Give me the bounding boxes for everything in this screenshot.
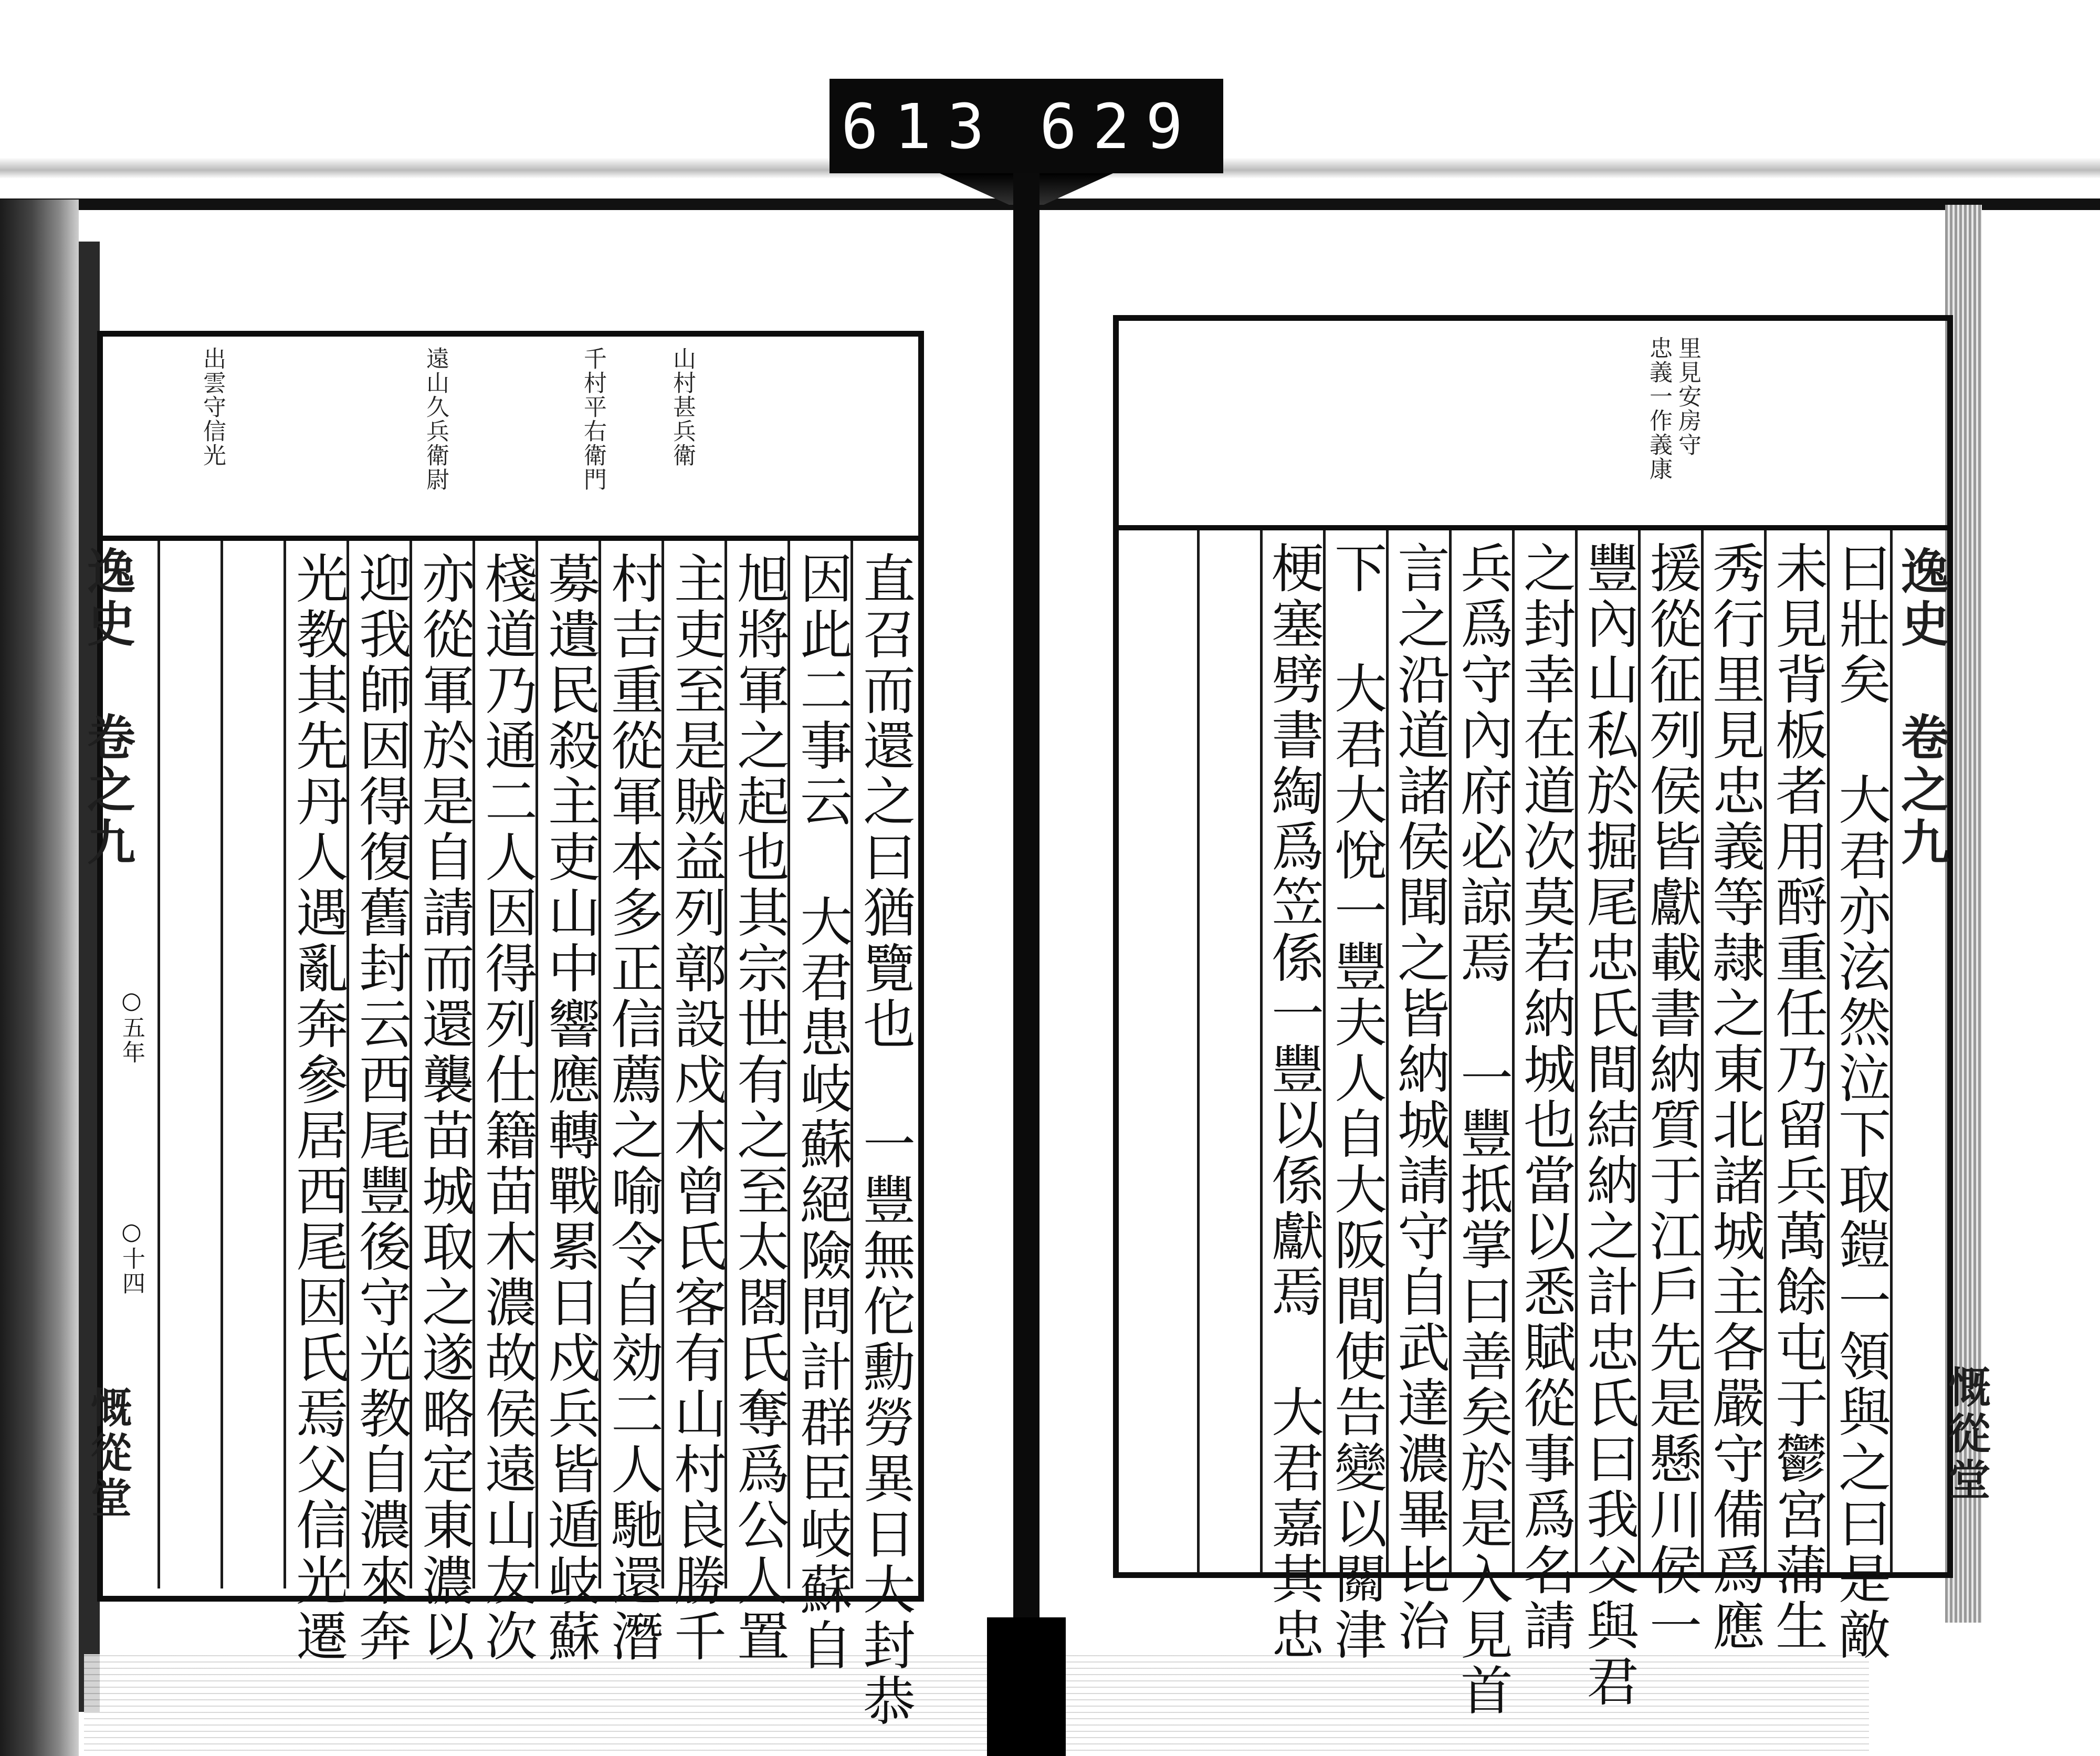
book-left-edge-shadow (0, 200, 79, 1756)
left-running-head: 逸史 卷之九 (79, 546, 136, 870)
right-headnote: 里見安房守 (1674, 336, 1701, 457)
left-headnote: 千村平右衛門 (580, 347, 606, 492)
left-text-column-5: 村吉重從軍本多正信薦之喻令自効二人馳還潛 (602, 551, 664, 1665)
right-running-head: 逸史 卷之九 (1893, 546, 1950, 870)
right-text-column-1: 曰壯矣 大君亦泫然泣下取鎧一領與之曰是敵 (1830, 541, 1891, 1663)
right-text-column-9: 下 大君大悅一豐夫人自大阪間使告變以關津 (1326, 541, 1387, 1663)
right-margin-publisher: 慨從堂 (1941, 1365, 1991, 1504)
tag-right-number: 629 (1040, 90, 1199, 163)
left-headnote: 遠山久兵衛尉 (422, 347, 449, 492)
right-text-column-4: 援從征列侯皆獻載書納質于江戶先是懸川侯一 (1641, 541, 1702, 1654)
frame-number-tag (830, 79, 1223, 173)
right-text-column-8: 言之沿道諸侯聞之皆納城請守自武達濃畢比治 (1389, 541, 1450, 1654)
column-rule (1197, 530, 1200, 1573)
right-text-column-7: 兵爲守內府必諒焉 一豐抵掌曰善矣於是入見首 (1452, 541, 1513, 1719)
left-text-column-6: 募遺民殺主吏山中響應轉戰累日戍兵皆遁岐蘇 (539, 551, 601, 1665)
left-headnote: 出雲守信光 (199, 347, 226, 467)
column-rule (158, 541, 160, 1588)
left-headnote-divider (97, 536, 924, 541)
right-text-column-6: 之封幸在道次莫若納城也當以悉賦從事爲名請 (1515, 541, 1576, 1654)
book-spine (1013, 173, 1040, 1638)
left-margin-note: ○十四 (118, 1218, 145, 1296)
right-headnote: 忠義一作義康 (1645, 336, 1672, 481)
column-rule (220, 541, 223, 1588)
left-text-column-8: 亦從軍於是自請而還襲苗城取之遂略定東濃以 (413, 551, 475, 1665)
left-margin-note: ○五年 (118, 987, 145, 1065)
right-headnote-divider (1113, 525, 1953, 530)
right-text-column-5: 豐內山私於掘尾忠氏間結納之計忠氏曰我父與君 (1578, 541, 1639, 1710)
right-text-column-2: 未見背板者用酹重任乃留兵萬餘屯于鬱宮蒲生 (1767, 541, 1828, 1654)
right-text-column-10: 梗塞劈書綯爲笠係一豐以係獻焉 大君嘉其忠 (1263, 541, 1324, 1663)
left-text-column-9: 迎我師因得復舊封云西尾豐後守光教自濃來奔 (350, 551, 412, 1665)
left-text-column-4: 主吏至是賊益列鄣設戍木曾氏客有山村良勝千 (665, 551, 727, 1665)
left-margin-publisher: 慨從堂 (84, 1386, 132, 1522)
left-text-column-10: 光教其先丹人遇亂奔參居西尾因氏焉父信光遷 (287, 551, 349, 1665)
left-text-column-2: 因此二事云 大君患岐蘇絕險問計群臣岐蘇自 (791, 551, 853, 1674)
left-text-column-3: 旭將軍之起也其宗世有之至太閤氏奪爲公人置 (728, 551, 790, 1665)
left-text-column-1: 直召而還之曰猶覽也 一豐無佗勳勞異日大封恭 (854, 551, 916, 1729)
right-text-column-3: 秀行里見忠義等隷之東北諸城主各嚴守備爲應 (1704, 541, 1765, 1654)
left-text-column-7: 棧道乃通二人因得列仕籍苗木濃故侯遠山友次 (476, 551, 538, 1665)
tag-left-number: 613 (841, 90, 1001, 163)
left-headnote: 山村甚兵衛 (669, 347, 696, 467)
spine-foot (987, 1617, 1066, 1756)
